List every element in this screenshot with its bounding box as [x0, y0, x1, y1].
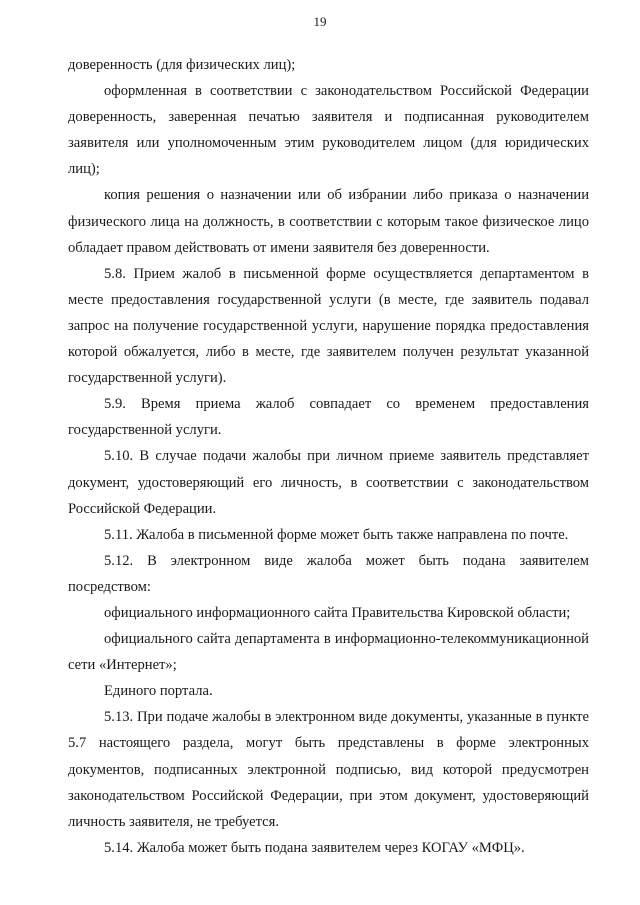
paragraph-5-10: 5.10. В случае подачи жалобы при личном приеме заявитель представляет документ, удостоверяющий его личность, в соответствии с законодательством Российской Федерации.	[68, 448, 589, 517]
list-item-unified-portal: Единого портала.	[104, 683, 213, 700]
paragraph-5-13: 5.13. При подаче жалобы в электронном виде документы, указанные в пункте 5.7 настоящего раздела, могут быть представлены в форме электронных документов, подписанных электронной подписью, вид которой предусмотрен законодательством Российской Федерации, при этом документ, удостоверяющий личность заявителя, не требуется.	[68, 709, 589, 830]
paragraph-5-11: 5.11. Жалоба в письменной форме может быть также направлена по почте.	[104, 526, 569, 543]
paragraph-5-14: 5.14. Жалоба может быть подана заявителем через КОГАУ «МФЦ».	[104, 839, 525, 856]
paragraph-power-of-attorney-legal-entities: оформленная в соответствии с законодательством Российской Федерации доверенность, заверенная печатью заявителя и подписанная руководителем заявителя или уполномоченным этим руководителем лицом (для юридических лиц);	[68, 83, 589, 178]
paragraph-5-12: 5.12. В электронном виде жалоба может быть подана заявителем посредством:	[68, 552, 589, 595]
list-item-department-site: официального сайта департамента в информационно-телекоммуникационной сети «Интернет»;	[68, 631, 589, 674]
paragraph-power-of-attorney-individuals: доверенность (для физических лиц);	[68, 57, 296, 73]
paragraph-appointment-decision-copy: копия решения о назначении или об избрании либо приказа о назначении физического лица на должность, в соответствии с которым такое физическое лицо обладает правом действовать от имени заявителя без доверенности.	[68, 187, 589, 256]
document-body	[68, 52, 589, 861]
page-number: 19	[313, 14, 327, 29]
paragraph-5-9: 5.9. Время приема жалоб совпадает со временем предоставления государственной услуги.	[68, 396, 589, 439]
list-item-kirov-government-site: официального информационного сайта Правительства Кировской области;	[104, 604, 571, 621]
paragraph-5-8: 5.8. Прием жалоб в письменной форме осуществляется департаментом в месте предоставления государственной услуги (в месте, где заявитель подавал запрос на получение государственной услуги, нарушение порядка предоставления которой обжалуется, либо в месте, где заявителем получен результат указанной государственной услуги).	[68, 265, 589, 387]
